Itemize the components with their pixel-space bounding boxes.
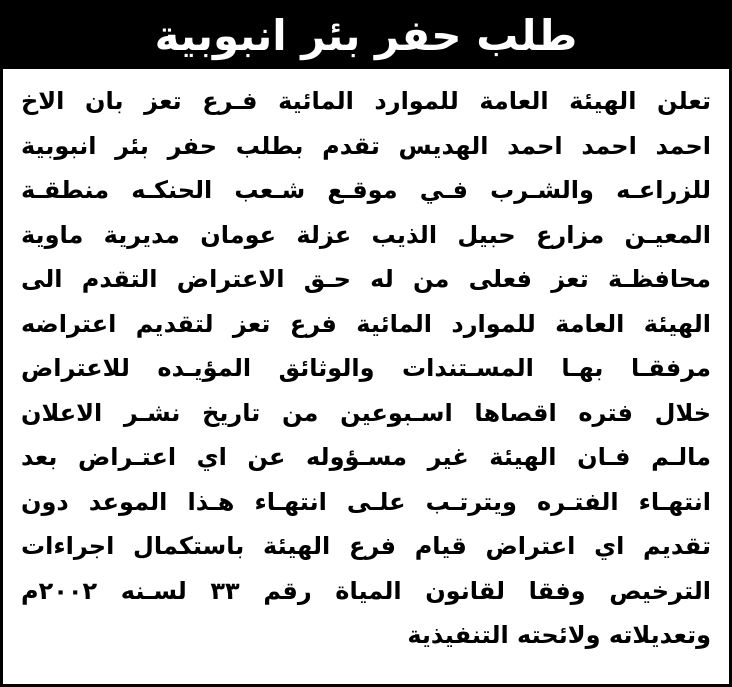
notice-header [3, 3, 729, 69]
notice-line: مرفقـا بهـا المسـتندات والوثائق المؤيـده للاعتراض [21, 354, 711, 382]
notice-line: محافظـة تعز فعلى من له حـق الاعتراض التقدم الى [21, 265, 711, 293]
notice-line: خلال فتره اقصاها اسـبوعين من تاريخ نشـر الاعلان [21, 398, 711, 427]
notice-line: المعيـن مزارع حبيل الذيب عزلة عومان مديرية ماوية [21, 220, 711, 249]
notice-line: انتهـاء الفتـره ويترتـب علـى انتهـاء هـذا الموعد دون [21, 487, 711, 516]
notice-line: مالـم فـان الهيئة غير مسـؤوله عن اي اعتـراض بعد [21, 443, 711, 471]
notice-line: احمد احمد احمد الهديس تقدم بطلب حفر بئر انبوبية [21, 131, 711, 160]
notice-line: الترخيص وفقا لقانون المياة رقم ٣٣ لسـنه ٢٠٠٢م [21, 576, 711, 605]
notice-line: للزراعـه والشـرب فـي موقـع شـعب الحنكـه منطقـة [21, 176, 711, 204]
notice-line: وتعديلاته ولائحته التنفيذية [407, 621, 711, 649]
notice-title: طلب حفر بئر انبوبية [154, 11, 578, 60]
notice-body [3, 69, 729, 658]
notice-line: تعلن الهيئة العامة للموارد المائية فـرع تعز بان الاخ [21, 87, 711, 115]
notice-line: تقديم اي اعتراض قيام فرع الهيئة باستكمال اجراءات [21, 532, 711, 560]
notice-line: الهيئة العامة للموارد المائية فرع تعز لتقديم اعتراضه [21, 309, 711, 338]
